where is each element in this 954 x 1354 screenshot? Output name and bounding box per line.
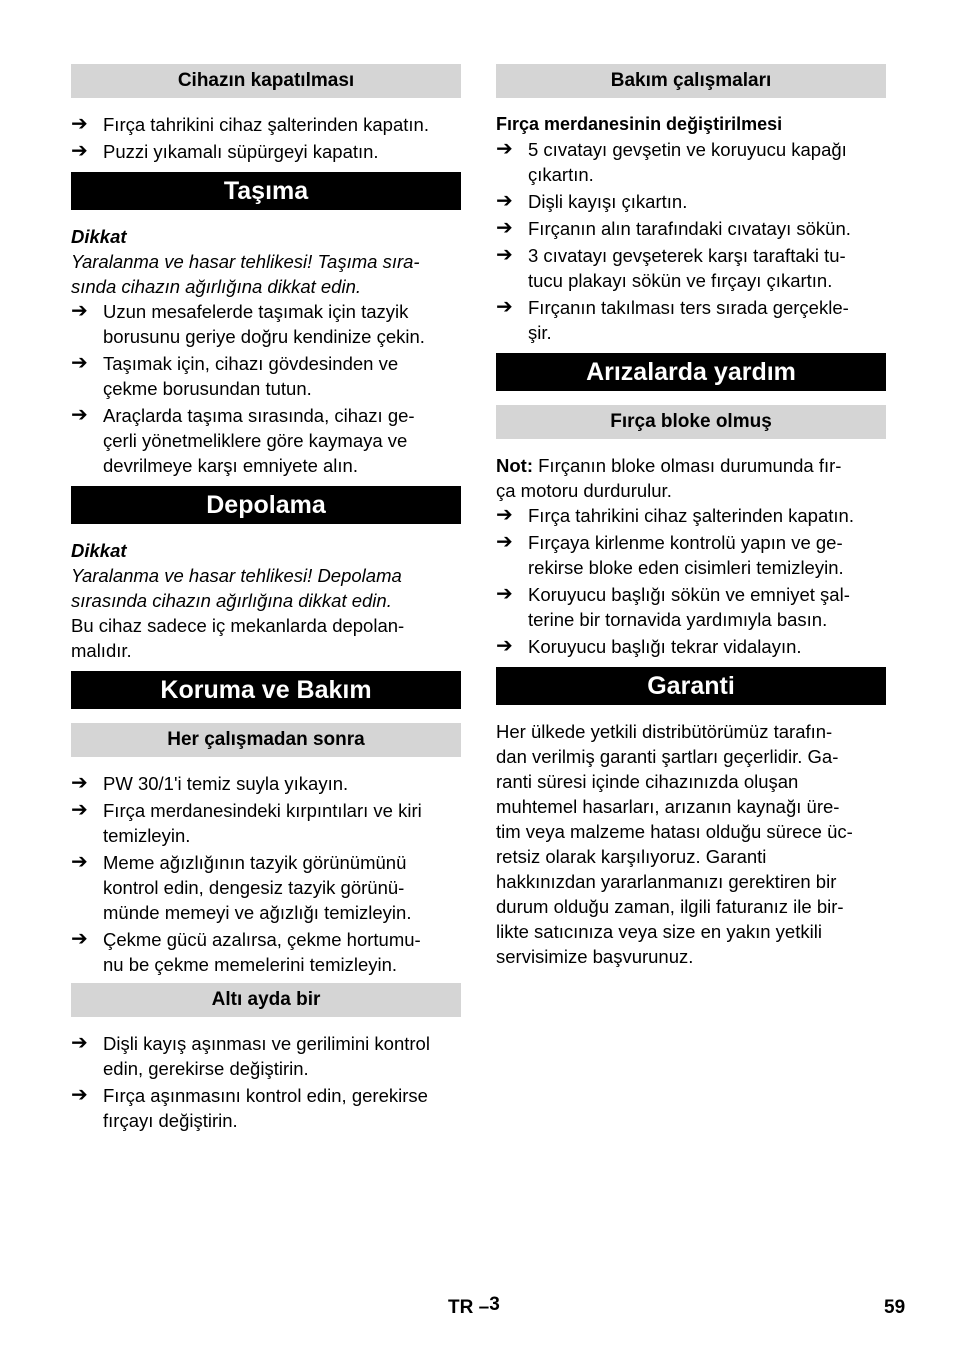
arrow-right-icon: ➔: [496, 504, 513, 526]
list-item-text: Araçlarda taşıma sırasında, cihazı ge- çerli yönetmeliklere göre kaymaya ve devrilmeye karşı emniyete alın.: [103, 405, 415, 476]
subheading-every-six-months: Altı ayda bir: [71, 983, 461, 1017]
footer-section-label: [448, 1294, 500, 1319]
list-item: [496, 503, 886, 528]
storage-text: Bu cihaz sadece iç mekanlarda depolan- malıdır.: [71, 615, 405, 661]
list-item: [71, 139, 461, 164]
list-item-text: Fırçaya kirlenme kontrolü yapın ve ge- rekirse bloke eden cisimleri temizleyin.: [528, 532, 844, 578]
list-item-text: Taşımak için, cihazı gövdesinden ve çekme borusundan tutun.: [103, 353, 399, 399]
list-item-text: Fırça merdanesindeki kırpıntıları ve kiri temizleyin.: [103, 800, 422, 846]
arrow-right-icon: ➔: [71, 1032, 88, 1054]
list-item: [496, 216, 886, 241]
list-item-text: Dişli kayışı çıkartın.: [528, 191, 688, 212]
list-item: [71, 798, 461, 848]
section-heading-troubleshooting: Arızalarda yardım: [496, 353, 886, 391]
arrow-right-icon: ➔: [71, 300, 88, 322]
list-item-text: Puzzi yıkamalı süpürgeyi kapatın.: [103, 141, 379, 162]
subheading-brush-roller: Fırça merdanesinin değiştirilmesi: [496, 114, 783, 134]
subheading-brush-blocked: Fırça bloke olmuş: [496, 405, 886, 439]
list-item: [71, 112, 461, 137]
arrow-right-icon: ➔: [71, 799, 88, 821]
arrow-right-icon: ➔: [71, 113, 88, 135]
note-paragraph: [496, 453, 886, 503]
caution-text: Yaralanma ve hasar tehlikesi! Depolama sırasında cihazın ağırlığına dikkat edin.: [71, 565, 402, 611]
transport-list: [71, 299, 461, 478]
caution-text: Yaralanma ve hasar tehlikesi! Taşıma sıra- sında cihazın ağırlığına dikkat edin.: [71, 251, 420, 297]
maintenance-list: [496, 137, 886, 345]
list-item-text: Çekme gücü azalırsa, çekme hortumu- nu be çekme memelerini temizleyin.: [103, 929, 421, 975]
list-item: [71, 850, 461, 925]
list-item-text: Fırça aşınmasını kontrol edin, gerekirse fırçayı değiştirin.: [103, 1085, 428, 1131]
six-months-list: [71, 1031, 461, 1133]
arrow-right-icon: ➔: [496, 138, 513, 160]
footer-lang: TR: [448, 1297, 474, 1318]
list-item: [496, 243, 886, 293]
list-item-text: Meme ağızlığının tazyik görünümünü kontrol edin, dengesiz tazyik görünü- münde memeyi ve ağızlığı temizleyin.: [103, 852, 412, 923]
arrow-right-icon: ➔: [496, 296, 513, 318]
caution-label: Dikkat: [71, 226, 127, 247]
note-text: Fırçanın bloke olması durumunda fır- ça motoru durdurulur.: [496, 455, 842, 501]
list-item-text: Uzun mesafelerde taşımak için tazyik borusunu geriye doğru kendinize çekin.: [103, 301, 425, 347]
arrow-right-icon: ➔: [71, 772, 88, 794]
arrow-right-icon: ➔: [71, 140, 88, 162]
list-item: [71, 771, 461, 796]
arrow-right-icon: ➔: [496, 583, 513, 605]
arrow-right-icon: ➔: [71, 404, 88, 426]
note-label: Not:: [496, 455, 533, 476]
arrow-right-icon: ➔: [71, 1084, 88, 1106]
arrow-right-icon: ➔: [496, 190, 513, 212]
left-column: [71, 64, 461, 1135]
list-item: [71, 299, 461, 349]
page-number: 59: [884, 1297, 906, 1318]
arrow-right-icon: ➔: [71, 851, 88, 873]
list-item-text: Fırça tahrikini cihaz şalterinden kapatın.: [528, 505, 854, 526]
list-item: [71, 927, 461, 977]
list-item: [496, 137, 886, 187]
subheading-after-each-use: Her çalışmadan sonra: [71, 723, 461, 757]
list-item-text: Fırçanın takılması ters sırada gerçekle- şir.: [528, 297, 849, 343]
list-item-text: Fırça tahrikini cihaz şalterinden kapatın.: [103, 114, 429, 135]
arrow-right-icon: ➔: [496, 635, 513, 657]
list-item-text: 3 cıvatayı gevşeterek karşı taraftaki tu- tucu plakayı sökün ve fırçayı çıkartın.: [528, 245, 846, 291]
list-item: [71, 1083, 461, 1133]
section-heading-warranty: Garanti: [496, 667, 886, 705]
arrow-right-icon: ➔: [71, 352, 88, 374]
arrow-right-icon: ➔: [496, 531, 513, 553]
after-use-list: [71, 771, 461, 977]
list-item-text: Dişli kayış aşınması ve gerilimini kontrol edin, gerekirse değiştirin.: [103, 1033, 430, 1079]
list-item: [496, 295, 886, 345]
arrow-right-icon: ➔: [496, 244, 513, 266]
right-column: [496, 64, 886, 969]
section-heading-storage: Depolama: [71, 486, 461, 524]
section-heading-maintenance: Bakım çalışmaları: [496, 64, 886, 98]
list-item: [71, 351, 461, 401]
list-item-text: Koruyucu başlığı sökün ve emniyet şal- terine bir tornavida yardımıyla basın.: [528, 584, 850, 630]
section-heading-shutdown: Cihazın kapatılması: [71, 64, 461, 98]
section-heading-care: Koruma ve Bakım: [71, 671, 461, 709]
caution-label: Dikkat: [71, 540, 127, 561]
warranty-text: Her ülkede yetkili distribütörümüz tarafın- dan verilmiş garanti şartları geçerlidir. Ga- ranti süresi içinde cihazınızda oluşan muhtemel hasarları, arızanın kaynağı üre- tim veya malzeme hatası olduğu sürece üc- retsiz olarak karşılıyoruz. Garanti hakkınızdan yararlanmanızı gerektiren bir durum olduğu zaman, ilgili faturanız ile bir- likte satıcınıza veya size en yakın yetkili servisimize başvurunuz.: [496, 721, 853, 967]
list-item-text: Fırçanın alın tarafındaki cıvatayı sökün.: [528, 218, 851, 239]
section-heading-transport: Taşıma: [71, 172, 461, 210]
list-item: [496, 189, 886, 214]
list-item-text: PW 30/1'i temiz suyla yıkayın.: [103, 773, 349, 794]
list-item: [71, 403, 461, 478]
list-item-text: 5 cıvatayı gevşetin ve koruyucu kapağı çıkartın.: [528, 139, 847, 185]
list-item-text: Koruyucu başlığı tekrar vidalayın.: [528, 636, 802, 657]
list-item: [496, 634, 886, 659]
list-item: [71, 1031, 461, 1081]
shutdown-list: [71, 112, 461, 164]
arrow-right-icon: ➔: [496, 217, 513, 239]
list-item: [496, 530, 886, 580]
footer-section: 3: [489, 1294, 500, 1315]
troubleshooting-list: [496, 503, 886, 659]
arrow-right-icon: ➔: [71, 928, 88, 950]
footer-dash: –: [478, 1297, 490, 1318]
list-item: [496, 582, 886, 632]
